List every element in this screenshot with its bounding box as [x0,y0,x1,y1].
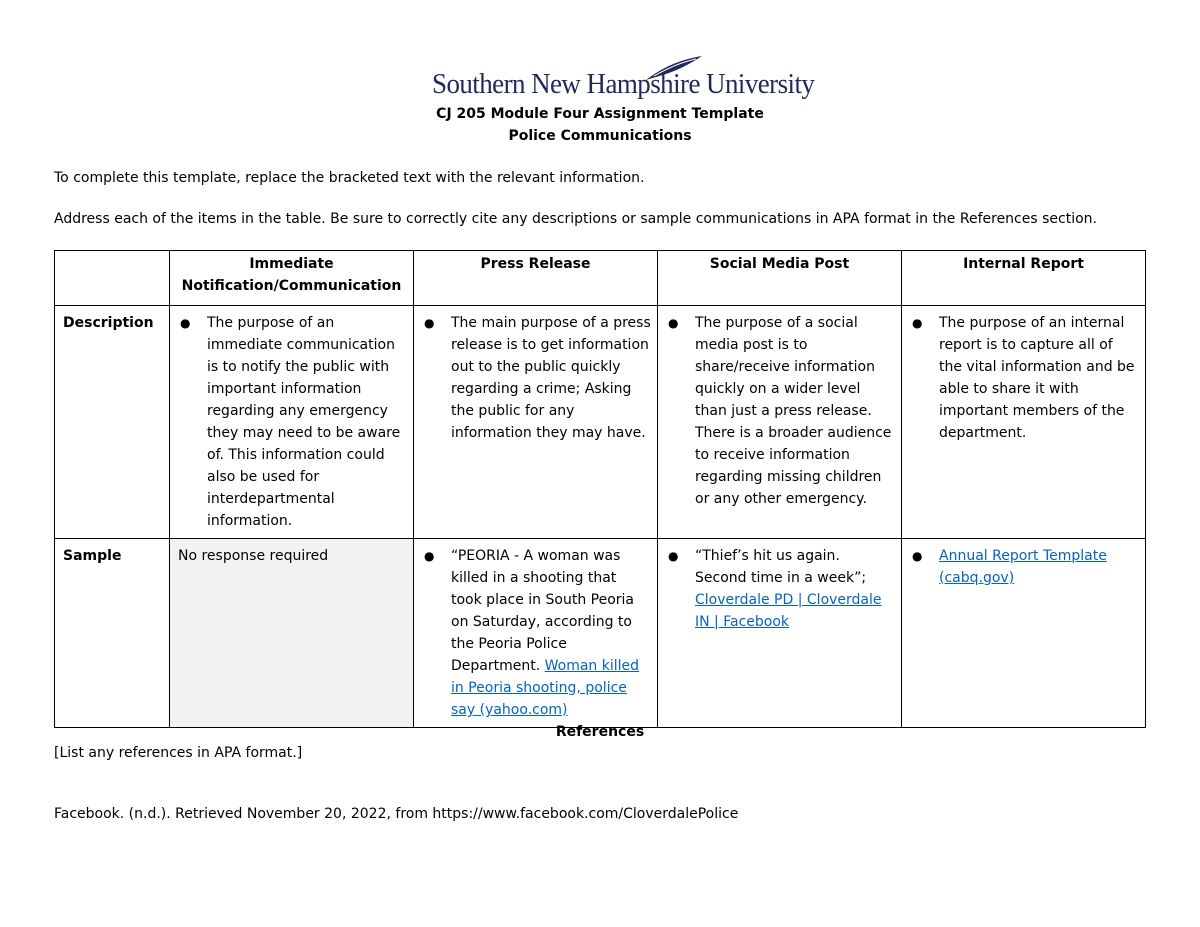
list-item [910,545,1139,589]
reference-entry: Facebook. (n.d.). Retrieved November 20, 2022, from https://www.facebook.com/CloverdalePolice [54,806,739,822]
table-cell-shaded [170,539,414,728]
references-note: [List any references in APA format.] [54,745,303,761]
cell-text: The purpose of an immediate communication is to notify the public with important information regarding any emergency they may need to be aware of. This information could also be used for interdepartmental information. [207,315,401,529]
university-logo [432,54,815,104]
cell-text: The purpose of an internal report is to capture all of the vital information and be able to share it with important members of the department. [939,315,1135,441]
list-item [422,312,651,444]
row-header-sample: Sample [55,539,170,728]
bullet-icon: ● [668,549,679,563]
communications-table [54,250,1146,728]
university-name: Southern New Hampshire University [432,68,815,100]
table-header-row [55,251,1146,306]
table-cell [658,306,902,539]
bullet-icon: ● [180,316,191,330]
facebook-page-link[interactable]: Cloverdale PD | Cloverdale IN | Facebook [695,592,882,630]
bullet-icon: ● [424,316,435,330]
column-header-blank [55,251,170,306]
column-header-press-release: Press Release [414,251,658,306]
document-subtitle: Police Communications [508,128,692,144]
list-item [666,545,895,633]
bullet-icon: ● [912,549,923,563]
cell-text: No response required [178,548,329,564]
annual-report-link[interactable]: Annual Report Template (cabq.gov) [939,548,1107,586]
row-header-description: Description [55,306,170,539]
table-cell [658,539,902,728]
table-cell [902,539,1146,728]
cell-text: The purpose of a social media post is to share/receive information quickly on a wider level than just a press release. There is a broader audience to receive information regarding missing children or any other emergency. [695,315,892,507]
table-cell [414,539,658,728]
table-cell [414,306,658,539]
instruction-paragraph-2: Address each of the items in the table. Be sure to correctly cite any descriptions or sample communications in APA format in the References section. [54,211,1097,227]
list-item [178,312,407,532]
list-item [666,312,895,510]
references-heading: References [555,724,645,740]
cell-text: The main purpose of a press release is to get information out to the public quickly regarding a crime; Asking the public for any information they may have. [451,315,651,441]
bullet-icon: ● [424,549,435,563]
list-item [910,312,1139,444]
table-cell [170,306,414,539]
instruction-paragraph-1: To complete this template, replace the bracketed text with the relevant information. [54,170,645,186]
bullet-icon: ● [912,316,923,330]
list-item [422,545,651,721]
column-header-immediate: Immediate Notification/Communication [170,251,414,306]
table-cell [902,306,1146,539]
table-row-sample [55,539,1146,728]
table-row-description [55,306,1146,539]
cell-text: “Thief’s hit us again. Second time in a week”; [695,548,867,586]
column-header-social-media: Social Media Post [658,251,902,306]
yahoo-article-link[interactable]: Woman killed in Peoria shooting, police say (yahoo.com) [451,658,640,718]
cell-text: “PEORIA - A woman was killed in a shooting that took place in South Peoria on Saturday, according to the Peoria Police Department. [451,548,634,674]
column-header-internal-report: Internal Report [902,251,1146,306]
document-title: CJ 205 Module Four Assignment Template [436,106,764,122]
bullet-icon: ● [668,316,679,330]
